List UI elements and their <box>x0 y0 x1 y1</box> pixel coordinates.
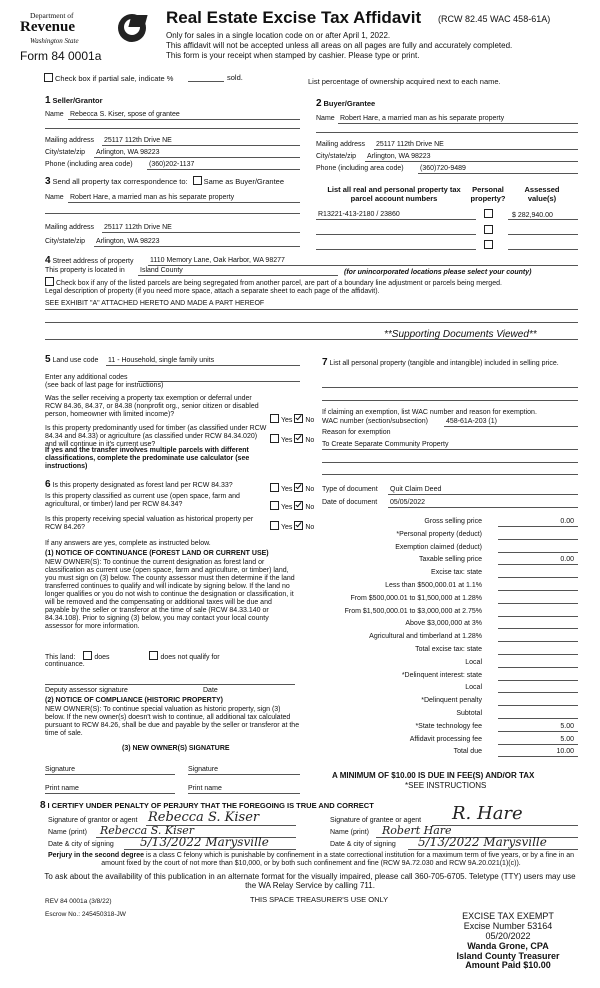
land-does-checkbox[interactable] <box>83 651 92 660</box>
additional-codes-hint: (see back of last page for instructions) <box>45 382 164 389</box>
buyer-city-label: City/state/zip <box>316 153 357 160</box>
forest-question-row: 6 Is this property designated as forest land per RCW 84.33? <box>45 479 233 490</box>
logo-dept-line3: Washington State <box>30 37 79 45</box>
land-use-row: 5 Land use code <box>45 354 99 365</box>
s6q3-no-checkbox[interactable] <box>294 521 303 530</box>
notice-compliance-body: NEW OWNER(S): To continue special valuation as historic property, sign (3) below. If the new owner(s) doesn't wish to continue, all additional tax calculated pursuant to RCW 84.26, shall be due and payable by the seller or transferor at the time of sale. <box>45 706 300 738</box>
treasurer-note: THIS SPACE TREASURER'S USE ONLY <box>250 895 389 904</box>
seller-mailing-label: Mailing address <box>45 137 95 144</box>
segregated-checkbox[interactable] <box>45 277 54 286</box>
q1-yes-checkbox[interactable] <box>270 414 279 423</box>
corr-mailing-field[interactable]: 25117 112th Drive NE <box>104 224 172 231</box>
calc-row-line <box>498 705 578 706</box>
calc-row-label: *Delinquent penalty <box>421 697 482 704</box>
grantee-date-field[interactable]: 5/13/2022 Marysville <box>418 835 547 849</box>
certify-heading: 8 I CERTIFY UNDER PENALTY OF PERJURY THAT THE FOREGOING IS TRUE AND CORRECT <box>40 800 374 811</box>
perjury-note: Perjury in the second degree is a class C felony which is punishable by confinement in a state correctional institution for a maximum term of five years, or by a fine in an amount fixed by the court of not more than $10,000, or by both such confinement and fine (RCW 9A.72.030 and RCW 9A.20.021(1)(c)). <box>47 852 574 868</box>
assessed-value-field[interactable]: $ 282,940.00 <box>512 212 553 219</box>
stamp-line6: Amount Paid $10.00 <box>465 960 551 971</box>
calc-row-line <box>498 539 578 540</box>
notice-continuance-body: NEW OWNER(S): To continue the current designation as forest land or classification as current use (open space, farm and agriculture, or timber) land, you must sign on (3) below. The county assessor must then determine if the land transferred continues to qualify and will indicate by signing below. If the land no longer qualifies or you do not wish to continue the designation or classification, it will be removed and the compensating or additional taxes will be due and payable by the seller or transferor at the time of sale (RCW 84.33.140 or 84.34.108). Prior to signing (3) below, you may contact your local county assessor for more information. <box>45 559 295 631</box>
historic-question: Is this property receiving special valuation as historical property per RCW 84.26? <box>45 516 254 532</box>
buyer-name-field[interactable]: Robert Hare, a married man as his separate property <box>340 115 505 122</box>
deputy-date-label: Date <box>203 687 218 694</box>
doc-date-label: Date of document <box>322 499 378 506</box>
partial-sale-sold: sold. <box>227 73 243 82</box>
calc-row-label: Total due <box>453 748 482 755</box>
corr-city-field[interactable]: Arlington, WA 98223 <box>96 238 160 245</box>
stamp-line3: 05/20/2022 <box>485 930 531 941</box>
seller-phone-label: Phone (including area code) <box>45 161 133 168</box>
calc-row-label: Exemption claimed (deduct) <box>395 544 482 551</box>
exemption-question: Was the seller receiving a property tax exemption or deferral under RCW 84.36, 84.37, or 84.38 (nonprofit org., senior citizen or disabled person, homeowner with limited income)? <box>45 395 259 419</box>
treasurer-stamp <box>448 912 568 971</box>
calc-row-line <box>498 603 578 604</box>
new-owner-signature-title: (3) NEW OWNER(S) SIGNATURE <box>122 745 230 752</box>
calc-row-value[interactable]: 5.00 <box>560 723 574 730</box>
stamp-line2: Excise Number 53164 <box>463 920 553 931</box>
availability-note: To ask about the availability of this publication in an alternate format for the visually impaired, please call 360-705-6705. Teletype (TTY) users may use the WA Relay Service by calling 711. <box>44 872 576 891</box>
calc-row-line <box>498 667 578 668</box>
partial-sale-label: Check box if partial sale, indicate % <box>55 74 174 83</box>
unincorporated-note: (for unincorporated locations please select your county) <box>344 269 532 276</box>
calc-row-label: Total excise tax: state <box>415 646 482 653</box>
calc-row-value[interactable]: 0.00 <box>560 556 574 563</box>
corr-mailing-label: Mailing address <box>45 224 95 231</box>
corr-name-label: Name <box>45 194 64 201</box>
calc-row-label: Gross selling price <box>424 518 482 525</box>
calc-row-value[interactable]: 0.00 <box>560 518 574 525</box>
grantee-date-label: Date & city of signing <box>330 841 396 848</box>
parcels-col1-header: List all real and personal property tax parcel account numbers <box>327 185 461 203</box>
grantee-name-label: Name (print) <box>330 829 369 836</box>
corr-city-label: City/state/zip <box>45 238 86 245</box>
doc-date-field[interactable]: 05/05/2022 <box>390 499 426 506</box>
seller-name-label: Name <box>45 111 64 118</box>
land-use-field[interactable]: 11 - Household, single family units <box>108 357 215 364</box>
s6q1-yes-checkbox[interactable] <box>270 483 279 492</box>
exemption-note: If claiming an exemption, list WAC number and reason for exemption. <box>322 409 537 416</box>
personal-property-checkbox-2[interactable] <box>484 225 493 234</box>
buyer-city-field[interactable]: Arlington, WA 98223 <box>367 153 431 160</box>
additional-codes-label: Enter any additional codes <box>45 374 128 381</box>
deputy-signature-label: Deputy assessor signature <box>45 687 128 694</box>
seller-mailing-field[interactable]: 25117 112th Drive NE <box>104 137 172 144</box>
calc-row-line <box>498 680 578 681</box>
continuance-label: continuance. <box>45 661 85 668</box>
grantor-signature[interactable]: Rebecca S. Kiser <box>148 810 260 825</box>
q2-no-checkbox[interactable] <box>294 434 303 443</box>
q1-answer: Yes No <box>270 414 314 425</box>
street-address-row: 4 Street address of property <box>45 255 134 266</box>
calc-row-label: Less than $500,000.01 at 1.1% <box>385 582 482 589</box>
logo-dept-line2: Revenue <box>20 19 75 35</box>
q1-no-checkbox[interactable] <box>294 414 303 423</box>
buyer-name-label: Name <box>316 115 335 122</box>
calc-row-label: Above $3,000,000 at 3% <box>405 620 482 627</box>
s6q1-no-checkbox[interactable] <box>294 483 303 492</box>
grantee-name-field[interactable]: Robert Hare <box>382 824 452 837</box>
header-sub3: This form is your receipt when stamped by cashier. Please type or print. <box>166 51 420 60</box>
grantee-signature-label: Signature of grantee or agent <box>330 817 422 824</box>
form-number: Form 84 0001a <box>20 49 102 63</box>
calc-row-label: Agricultural and timberland at 1.28% <box>369 633 482 640</box>
buyer-mailing-field[interactable]: 25117 112th Drive NE <box>376 141 444 148</box>
land-does-not-checkbox[interactable] <box>149 651 158 660</box>
partial-sale-checkbox[interactable] <box>44 73 53 82</box>
owner-print-label-2: Print name <box>188 785 222 792</box>
s6q2-answer: Yes No <box>270 501 314 512</box>
calc-row-label: From $1,500,000.01 to $3,000,000 at 2.75% <box>344 608 482 615</box>
buyer-mailing-label: Mailing address <box>316 141 366 148</box>
s6q1-answer: Yes No <box>270 483 314 494</box>
stamp-line4: Wanda Grone, CPA <box>467 940 549 951</box>
calc-row-label: *Personal property (deduct) <box>396 531 482 538</box>
header-sub1: Only for sales in a single location code on or after April 1, 2022. <box>166 31 391 40</box>
stamp-line1: EXCISE TAX EXEMPT <box>462 911 554 921</box>
legal-description-field[interactable]: SEE EXHIBIT "A" ATTACHED HERETO AND MADE A PART HEREOF <box>45 300 265 307</box>
grantor-name-field[interactable]: Rebecca S. Kiser <box>100 824 195 837</box>
form-rcw: (RCW 82.45 WAC 458-61A) <box>438 14 551 24</box>
located-in-label: This property is located in <box>45 267 125 274</box>
s6q3-answer: Yes No <box>270 521 314 532</box>
calc-row-label: Excise tax: state <box>431 569 482 576</box>
calc-row-label: Local <box>465 659 482 666</box>
corr-name-field[interactable]: Robert Hare, a married man as his separate property <box>70 194 235 201</box>
owner-signature-label-1: Signature <box>45 766 75 773</box>
q2-yes-checkbox[interactable] <box>270 434 279 443</box>
grantor-name-label: Name (print) <box>48 829 87 836</box>
seller-phone-field[interactable]: (360)202-1137 <box>149 161 195 168</box>
calc-row-line <box>498 692 578 693</box>
calc-row-line <box>498 718 578 719</box>
calc-row-line <box>498 577 578 578</box>
notice-compliance-title: (2) NOTICE OF COMPLIANCE (HISTORIC PROPERTY) <box>45 697 223 704</box>
s6q2-yes-checkbox[interactable] <box>270 501 279 510</box>
seller-city-label: City/state/zip <box>45 149 86 156</box>
calc-row-line <box>498 731 578 732</box>
logo-dept-line1: Department of <box>30 11 74 20</box>
street-address-field[interactable]: 1110 Memory Lane, Oak Harbor, WA 98277 <box>150 257 285 264</box>
personal-property-checkbox-1[interactable] <box>484 209 493 218</box>
owner-print-label-1: Print name <box>45 785 79 792</box>
county-field[interactable]: Island County <box>140 267 183 274</box>
minimum-due-note: A MINIMUM OF $10.00 IS DUE IN FEE(S) AND/OR TAX <box>332 771 535 780</box>
calc-row-value[interactable]: 10.00 <box>556 748 574 755</box>
calc-row-line <box>498 654 578 655</box>
owner-signature-label-2: Signature <box>188 766 218 773</box>
calc-row-line <box>498 628 578 629</box>
calc-row-label: Local <box>465 684 482 691</box>
reason-label: Reason for exemption <box>322 429 391 436</box>
this-land-row: This land: does does not qualify for <box>45 651 220 662</box>
parcels-col3-header: Assessed value(s) <box>524 185 560 203</box>
calc-row-line <box>498 590 578 591</box>
seller-heading: 1 Seller/Grantor <box>45 95 103 106</box>
doc-type-field[interactable]: Quit Claim Deed <box>390 486 442 493</box>
current-use-question: Is this property classified as current use (open space, farm and agricultural, or timber) land per RCW 84.34? <box>45 493 240 509</box>
see-instructions-note: *SEE INSTRUCTIONS <box>405 781 487 790</box>
supporting-docs-note: **Supporting Documents Viewed** <box>384 329 537 340</box>
stamp-line5: Island County Treasurer <box>456 950 560 961</box>
calc-row-line <box>498 564 578 565</box>
wac-label: WAC number (section/subsection) <box>322 418 428 425</box>
calc-row-label: Affidavit processing fee <box>409 736 482 743</box>
grantor-date-field[interactable]: 5/13/2022 Marysville <box>140 835 269 849</box>
buyer-phone-label: Phone (including area code) <box>316 165 404 172</box>
calc-row-line <box>498 552 578 553</box>
parcel-number-field[interactable]: R13221-413-2180 / 23860 <box>318 211 400 218</box>
q2-answer: Yes No <box>270 434 314 445</box>
timber-question: Is this property predominantly used for timber (as classified under RCW 84.34 and 84.33) or agriculture (as classified under RCW 84.34.020) and will continue in it's current use? <box>45 425 267 449</box>
header-sub2: This affidavit will not be accepted unless all areas on all pages are fully and accurately completed. <box>166 41 513 50</box>
buyer-heading: 2 Buyer/Grantee <box>316 98 376 109</box>
calc-row-label: *State technology fee <box>415 723 482 730</box>
ownership-note: List percentage of ownership acquired next to each name. <box>308 77 501 86</box>
parcels-col2-header: Personal property? <box>470 185 506 203</box>
calc-row-line <box>498 641 578 642</box>
partial-sale-row <box>44 73 173 84</box>
calc-row-label: *Delinquent interest: state <box>401 672 482 679</box>
calc-row-line <box>498 616 578 617</box>
timber-question-b: If yes and the transfer involves multiple parcels with different classifications, complete the predominate use calculator (see instructions) <box>45 447 250 471</box>
seller-city-field[interactable]: Arlington, WA 98223 <box>96 149 160 156</box>
same-as-buyer-checkbox[interactable] <box>193 176 202 185</box>
calc-row-line <box>498 756 578 757</box>
correspondence-heading: 3 Send all property tax correspondence to: Same as Buyer/Grantee <box>45 176 285 187</box>
calc-row-line <box>498 526 578 527</box>
reason-field[interactable]: To Create Separate Community Property <box>322 441 449 448</box>
segregated-row: Check box if any of the listed parcels are being segregated from another parcel, are part of a boundary line adjustment or parcels being merged. <box>45 277 502 288</box>
notice-continuance-title: (1) NOTICE OF CONTINUANCE (FOREST LAND OR CURRENT USE) <box>45 550 269 557</box>
form-title: Real Estate Excise Tax Affidavit <box>166 8 422 27</box>
s6q3-yes-checkbox[interactable] <box>270 521 279 530</box>
calc-row-label: Taxable selling price <box>418 556 482 563</box>
if-yes-note: If any answers are yes, complete as instructed below. <box>45 540 211 547</box>
s6q2-no-checkbox[interactable] <box>294 501 303 510</box>
grantee-signature[interactable]: R. Hare <box>452 803 523 824</box>
wac-field[interactable]: 458-61A-203 (1) <box>446 418 497 425</box>
doc-type-label: Type of document <box>322 486 378 493</box>
revision-label: REV 84 0001a (3/8/22) <box>45 898 112 905</box>
escrow-number: Escrow No.: 245450318-JW <box>45 911 126 918</box>
seller-name-field[interactable]: Rebecca S. Kiser, spose of grantee <box>70 111 180 118</box>
grantor-date-label: Date & city of signing <box>48 841 114 848</box>
personal-property-checkbox-3[interactable] <box>484 240 493 249</box>
buyer-phone-field[interactable]: (360)720-9489 <box>420 165 466 172</box>
legal-description-note: Legal description of property (if you need more space, attach a separate sheet to each page of the affidavit). <box>45 288 380 295</box>
grantor-signature-label: Signature of grantor or agent <box>48 817 138 824</box>
calc-row-label: From $500,000.01 to $1,500,000 at 1.28% <box>350 595 482 602</box>
calc-row-line <box>498 744 578 745</box>
personal-property-row: 7 List all personal property (tangible and intangible) included in selling price. <box>322 357 559 368</box>
calc-row-label: Subtotal <box>456 710 482 717</box>
calc-row-value[interactable]: 5.00 <box>560 736 574 743</box>
